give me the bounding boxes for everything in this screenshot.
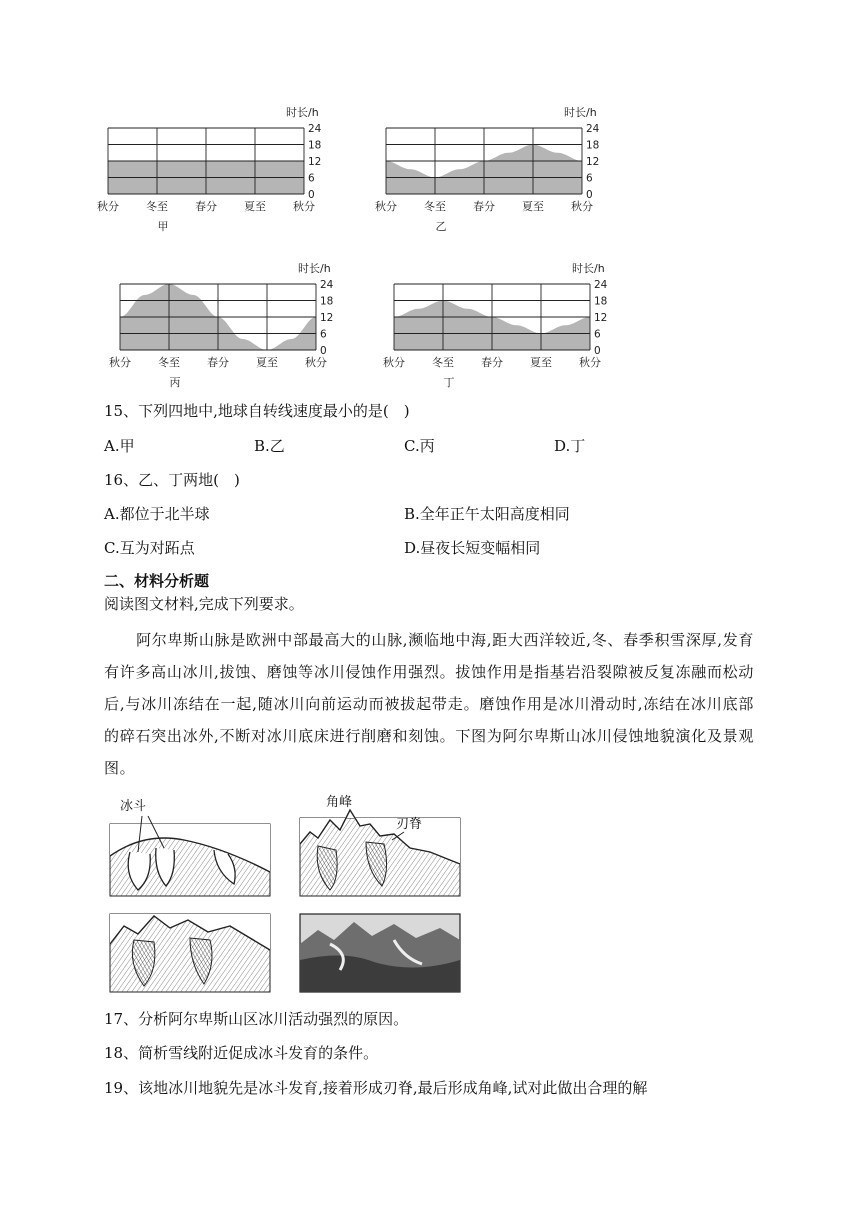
q15-option-c[interactable]: C.丙 (404, 437, 435, 455)
y-tick-label: 24 (320, 279, 334, 291)
y-tick-label: 24 (594, 279, 608, 291)
y-tick-label: 12 (320, 312, 334, 324)
q16-option-a[interactable]: A.都位于北半球 (104, 505, 210, 523)
y-tick-label: 12 (308, 156, 322, 168)
y-axis-unit: 时长/h (572, 262, 605, 275)
x-tick-label: 秋分 (375, 200, 397, 213)
chart-ding (383, 260, 616, 395)
q16-option-b[interactable]: B.全年正午太阳高度相同 (404, 505, 570, 523)
y-tick-label: 6 (594, 328, 601, 341)
y-tick-label: 18 (320, 295, 334, 308)
arete-label: 刃脊 (396, 817, 423, 832)
x-tick-label: 冬至 (424, 200, 446, 213)
q16-stem: 16、乙、丁两地( ) (104, 471, 240, 489)
q15-option-d[interactable]: D.丁 (554, 437, 586, 455)
chart-jia (97, 104, 330, 239)
x-tick-label: 冬至 (146, 200, 168, 213)
material-paragraph (104, 624, 754, 784)
chart-label: 丙 (169, 376, 181, 389)
x-tick-label: 秋分 (305, 356, 327, 369)
q18-text: 18、简析雪线附近促成冰斗发育的条件。 (104, 1044, 379, 1062)
x-tick-label: 秋分 (579, 356, 601, 369)
sketch-panel-landscape-photo (300, 914, 460, 992)
x-tick-label: 夏至 (256, 356, 278, 369)
x-tick-label: 秋分 (109, 356, 131, 369)
y-tick-label: 18 (586, 139, 600, 152)
q15-stem: 15、下列四地中,地球自转线速度最小的是( ) (104, 402, 410, 420)
x-tick-label: 春分 (481, 356, 503, 369)
y-tick-label: 6 (320, 328, 327, 341)
q19-text: 19、该地冰川地貌先是冰斗发育,接着形成刃脊,最后形成角峰,试对此做出合理的解 (104, 1079, 648, 1097)
x-tick-label: 秋分 (97, 200, 119, 213)
section-intro: 阅读图文材料,完成下列要求。 (104, 595, 304, 613)
chart-label: 丁 (443, 376, 455, 389)
chart-bing (109, 260, 342, 395)
sketch-panel-eroded (110, 914, 270, 992)
y-tick-label: 24 (308, 123, 322, 135)
q16-option-d[interactable]: D.昼夜长短变幅相同 (404, 539, 541, 557)
x-tick-label: 秋分 (571, 200, 593, 213)
y-tick-label: 24 (586, 123, 600, 135)
chart-yi (375, 104, 608, 239)
x-tick-label: 春分 (195, 200, 217, 213)
sketch-panel-cirque (110, 798, 270, 896)
q16-option-c[interactable]: C.互为对跖点 (104, 539, 195, 557)
y-tick-label: 18 (594, 295, 608, 308)
x-tick-label: 秋分 (293, 200, 315, 213)
y-axis-unit: 时长/h (286, 106, 319, 119)
chart-label: 甲 (157, 220, 169, 233)
section-title: 二、材料分析题 (104, 572, 210, 590)
cirque-label: 冰斗 (120, 799, 147, 814)
x-tick-label: 夏至 (530, 356, 552, 369)
y-tick-label: 0 (320, 345, 327, 357)
x-tick-label: 春分 (207, 356, 229, 369)
q15-option-b[interactable]: B.乙 (254, 437, 285, 455)
y-tick-label: 18 (308, 139, 322, 152)
glacier-sketch-figure (104, 794, 464, 1003)
x-tick-label: 冬至 (158, 356, 180, 369)
x-tick-label: 夏至 (522, 200, 544, 213)
y-tick-label: 12 (594, 312, 608, 324)
x-tick-label: 春分 (473, 200, 495, 213)
y-axis-unit: 时长/h (298, 262, 331, 275)
material-text: 阿尔卑斯山脉是欧洲中部最高大的山脉,濒临地中海,距大西洋较近,冬、春季积雪深厚,发育有许多高山冰川,拔蚀、磨蚀等冰川侵蚀作用强烈。拔蚀作用是指基岩沿裂隙被反复冻融而松动后,与冰川冻结在一起,随冰川向前运动而被拔起带走。磨蚀作用是冰川滑动时,冻结在冰川底部的碎石突出冰外,不断对冰川底床进行削磨和刻蚀。下图为阿尔卑斯山冰川侵蚀地貌演化及景观图。 (104, 631, 754, 777)
y-tick-label: 6 (586, 172, 593, 185)
y-tick-label: 12 (586, 156, 600, 168)
y-axis-unit: 时长/h (564, 106, 597, 119)
y-tick-label: 0 (586, 189, 593, 201)
q15-option-a[interactable]: A.甲 (104, 437, 135, 455)
horn-label: 角峰 (326, 795, 353, 810)
y-tick-label: 0 (594, 345, 601, 357)
q17-text: 17、分析阿尔卑斯山区冰川活动强烈的原因。 (104, 1010, 409, 1028)
x-tick-label: 冬至 (432, 356, 454, 369)
y-tick-label: 0 (308, 189, 315, 201)
sketch-panel-horn (300, 795, 460, 896)
chart-label: 乙 (435, 220, 447, 233)
y-tick-label: 6 (308, 172, 315, 185)
x-tick-label: 秋分 (383, 356, 405, 369)
x-tick-label: 夏至 (244, 200, 266, 213)
